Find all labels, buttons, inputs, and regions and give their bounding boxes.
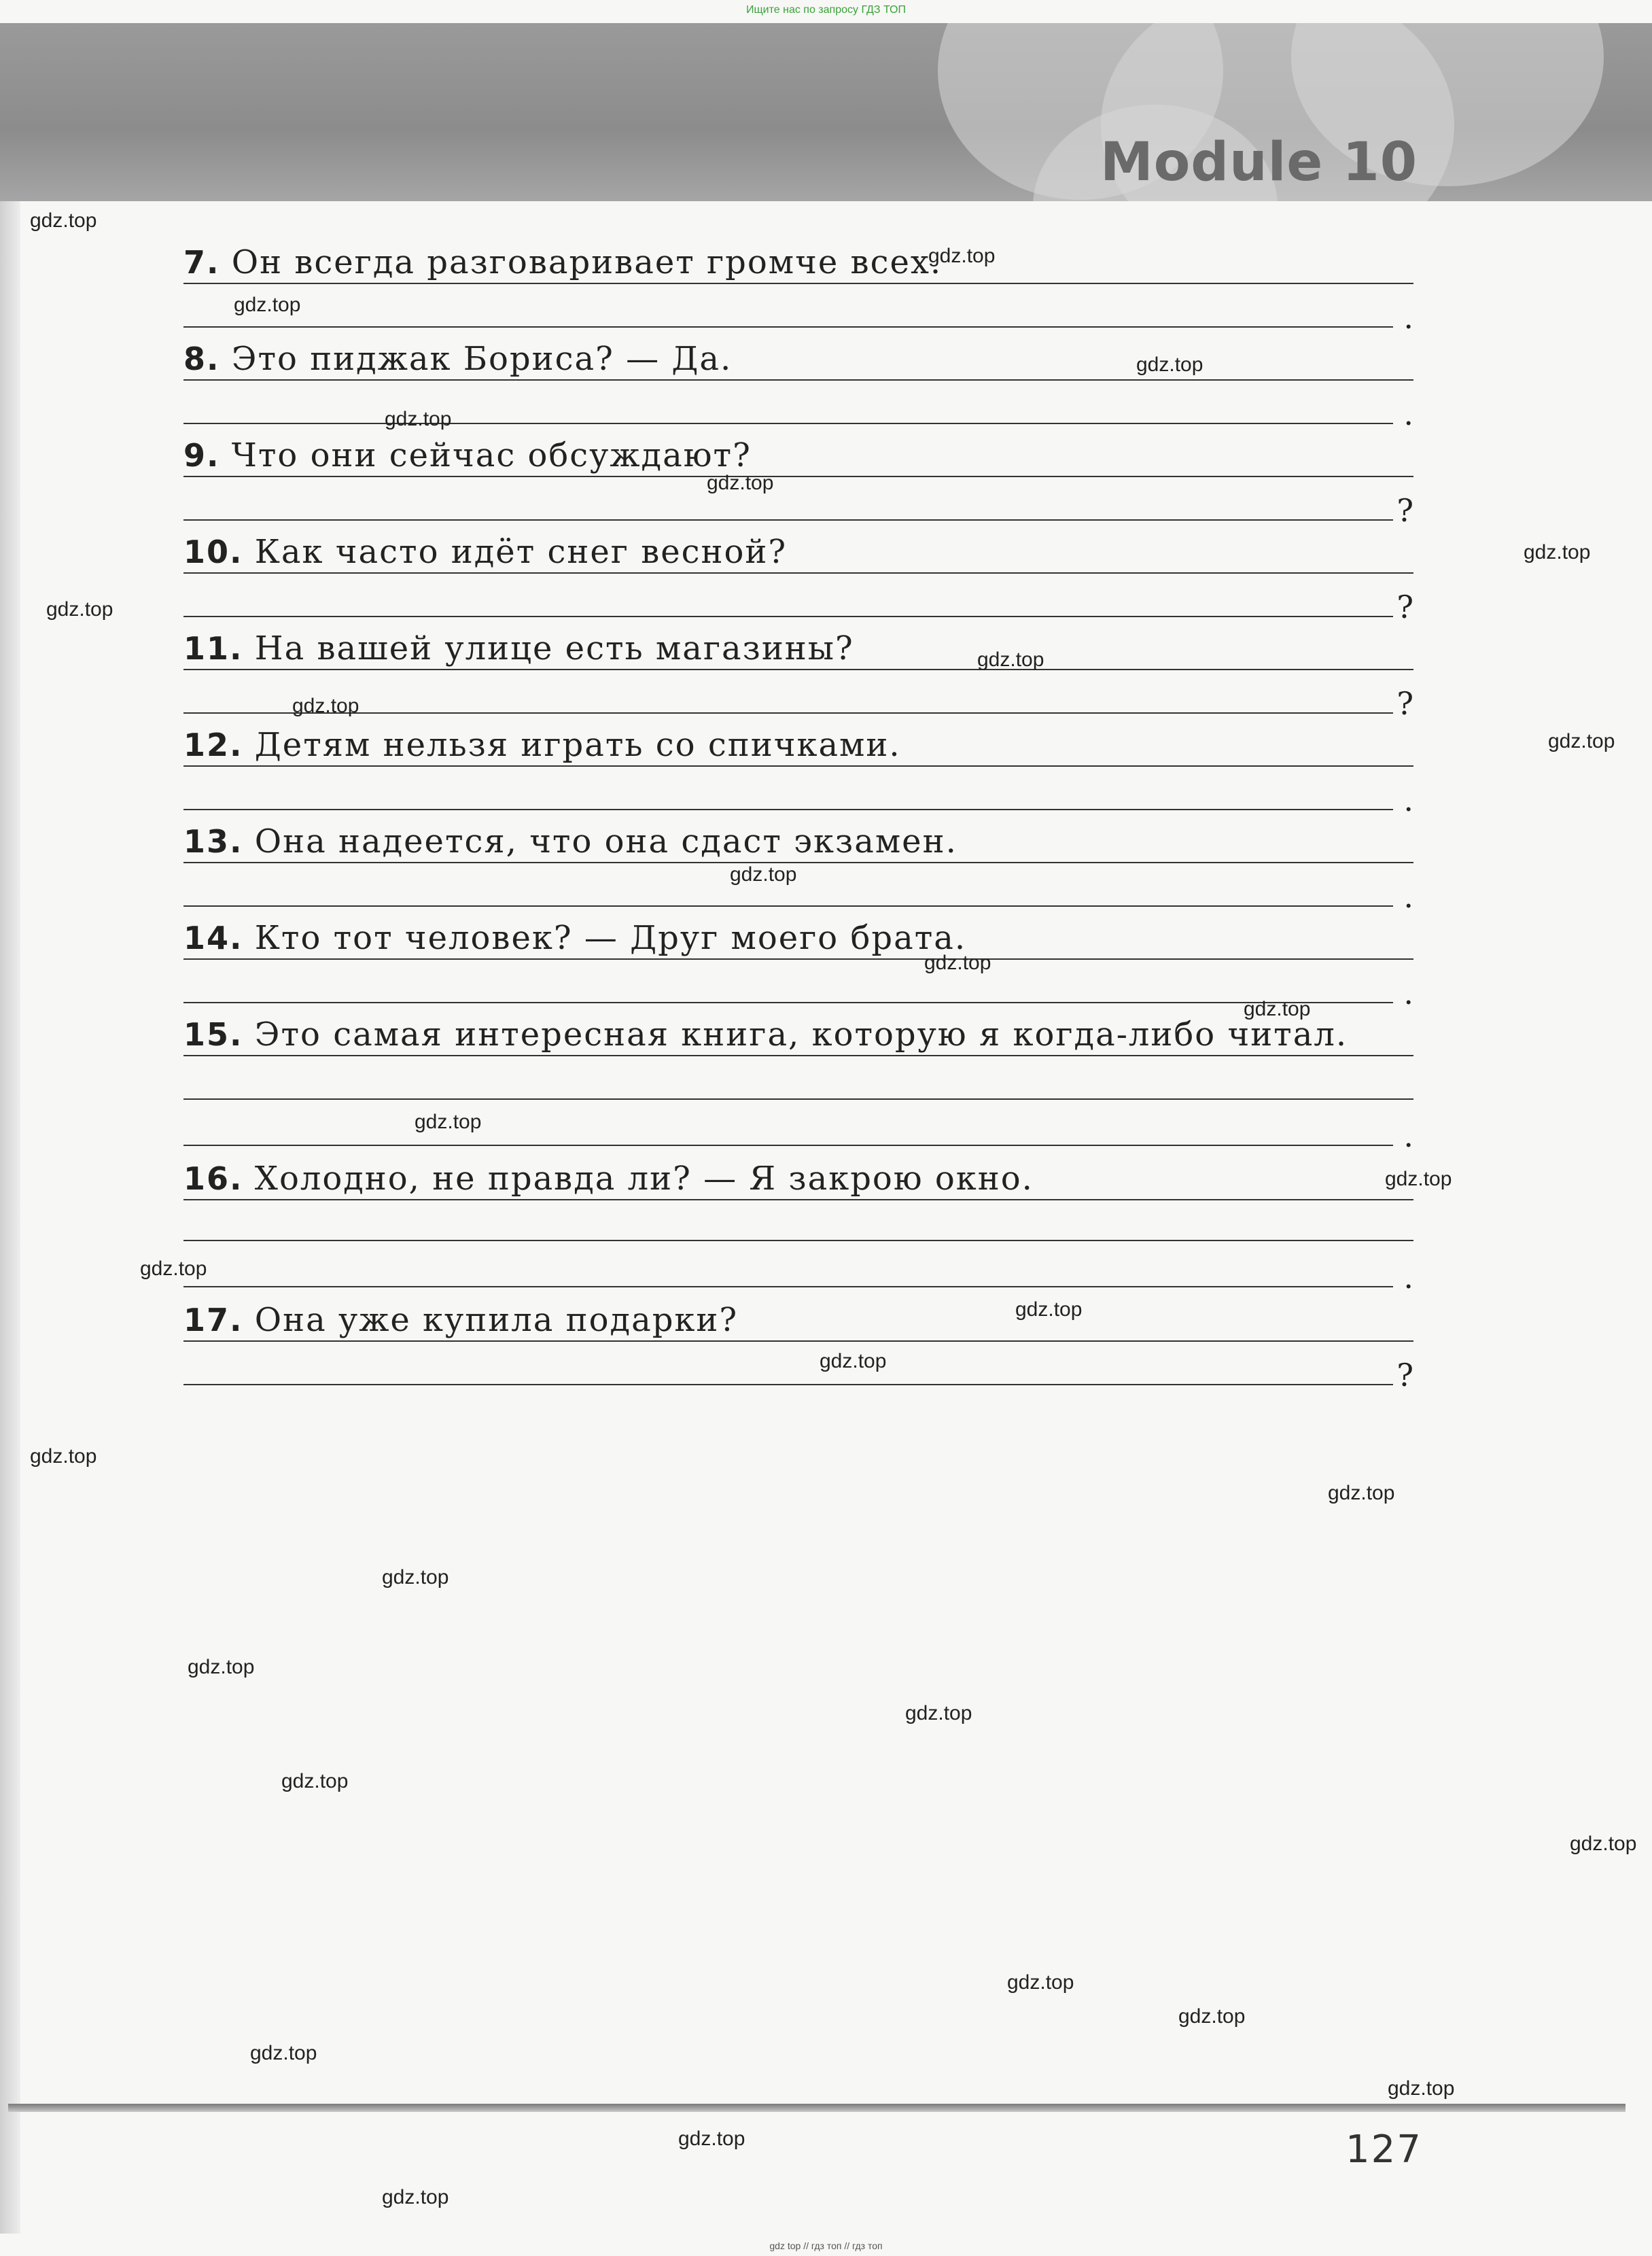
watermark: gdz.top — [1015, 1298, 1083, 1321]
watermark: gdz.top — [905, 1702, 972, 1724]
watermark: gdz.top — [928, 245, 996, 267]
watermark: gdz.top — [977, 648, 1044, 671]
watermark: gdz.top — [292, 695, 359, 717]
watermark: gdz.top — [1178, 2005, 1246, 2028]
question-text: Кто тот человек? — Друг моего брата. — [254, 919, 967, 957]
answer-line[interactable] — [183, 1240, 1413, 1241]
end-punctuation: . — [1403, 299, 1413, 336]
watermark: gdz.top — [1524, 541, 1591, 563]
question-item — [183, 532, 1413, 628]
end-punctuation: ? — [1396, 685, 1413, 722]
watermark: gdz.top — [415, 1111, 482, 1133]
question-item — [183, 242, 1413, 339]
watermark: gdz.top — [281, 1770, 349, 1792]
question-number: 14. — [183, 920, 243, 956]
end-punctuation: . — [1403, 1259, 1413, 1296]
question-number: 16. — [183, 1160, 243, 1197]
watermark: gdz.top — [1328, 1482, 1395, 1504]
watermark: gdz.top — [46, 598, 113, 621]
question-number: 15. — [183, 1016, 243, 1053]
watermark: gdz.top — [1388, 2077, 1455, 2100]
answer-line[interactable] — [183, 905, 1393, 907]
question-number: 9. — [183, 437, 220, 474]
question-item — [183, 1014, 1413, 1158]
watermark: gdz.top — [1136, 353, 1203, 376]
watermark: gdz.top — [1570, 1833, 1637, 1855]
question-text: Это пиджак Бориса? — Да. — [231, 340, 733, 378]
watermark: gdz.top — [1385, 1168, 1452, 1190]
question-number: 8. — [183, 341, 220, 377]
end-punctuation: . — [1403, 782, 1413, 818]
question-item — [183, 1158, 1413, 1300]
answer-line[interactable] — [183, 476, 1413, 477]
watermark: gdz.top — [250, 2042, 317, 2064]
watermark: gdz.top — [234, 294, 301, 316]
answer-line[interactable] — [183, 1340, 1413, 1342]
answer-line[interactable] — [183, 572, 1413, 574]
answer-line[interactable] — [183, 712, 1393, 714]
question-number: 13. — [183, 823, 243, 860]
question-text: Это самая интересная книга, которую я когда-либо читал. — [254, 1016, 1348, 1054]
answer-line[interactable] — [183, 1145, 1393, 1146]
answer-line[interactable] — [183, 1098, 1413, 1100]
module-header-band — [0, 23, 1652, 201]
question-item — [183, 1300, 1413, 1396]
question-text: Холодно, не правда ли? — Я закрою окно. — [254, 1160, 1034, 1198]
module-title: Module 10 — [1100, 132, 1418, 193]
watermark: gdz.top — [678, 2128, 745, 2150]
answer-line[interactable] — [183, 423, 1393, 424]
question-text: Он всегда разговаривает громче всех. — [231, 243, 943, 281]
watermark: gdz.top — [385, 408, 452, 430]
answer-line[interactable] — [183, 809, 1393, 810]
end-punctuation: ? — [1396, 1357, 1413, 1393]
watermark: gdz.top — [140, 1257, 207, 1280]
end-punctuation: ? — [1396, 589, 1413, 625]
answer-line[interactable] — [183, 1384, 1393, 1385]
bottom-note: gdz top // гдз топ // гдз топ — [769, 2240, 883, 2251]
watermark: gdz.top — [188, 1656, 255, 1678]
question-text: Она уже купила подарки? — [254, 1301, 739, 1339]
question-number: 7. — [183, 244, 220, 281]
watermark: gdz.top — [730, 863, 797, 886]
end-punctuation: . — [1403, 878, 1413, 915]
end-punctuation: . — [1403, 1117, 1413, 1154]
watermark: gdz.top — [1244, 998, 1311, 1020]
question-text: Детям нельзя играть со спичками. — [254, 726, 901, 764]
answer-line[interactable] — [183, 616, 1393, 617]
watermark: gdz.top — [30, 1445, 97, 1468]
question-item — [183, 821, 1413, 918]
page-number: 127 — [1346, 2128, 1422, 2172]
question-text: Что они сейчас обсуждают? — [231, 436, 752, 474]
answer-line[interactable] — [183, 283, 1413, 284]
answer-line[interactable] — [183, 669, 1413, 670]
question-item — [183, 628, 1413, 725]
watermark: gdz.top — [1548, 730, 1615, 752]
answer-line[interactable] — [183, 1286, 1393, 1287]
answer-line[interactable] — [183, 1055, 1413, 1056]
top-note: Ищите нас по запросу ГДЗ ТОП — [746, 4, 906, 16]
answer-line[interactable] — [183, 958, 1413, 960]
answer-line[interactable] — [183, 862, 1413, 863]
question-number: 11. — [183, 630, 243, 667]
answer-line[interactable] — [183, 765, 1413, 767]
page-binding-edge — [0, 201, 20, 2234]
question-item — [183, 918, 1413, 1014]
watermark: gdz.top — [382, 1566, 449, 1589]
watermark: gdz.top — [1007, 1971, 1074, 1994]
question-number: 17. — [183, 1302, 243, 1338]
end-punctuation: . — [1403, 396, 1413, 432]
footer-rule — [8, 2104, 1625, 2112]
question-number: 10. — [183, 534, 243, 570]
end-punctuation: . — [1403, 975, 1413, 1011]
question-item — [183, 725, 1413, 821]
question-number: 12. — [183, 727, 243, 763]
answer-line[interactable] — [183, 326, 1393, 328]
answer-line[interactable] — [183, 1199, 1413, 1200]
answer-line[interactable] — [183, 379, 1413, 381]
question-item — [183, 339, 1413, 435]
answer-line[interactable] — [183, 519, 1393, 521]
question-text: Как часто идёт снег весной? — [254, 533, 788, 571]
watermark: gdz.top — [30, 209, 97, 232]
end-punctuation: ? — [1396, 492, 1413, 529]
watermark: gdz.top — [707, 472, 774, 494]
watermark: gdz.top — [382, 2186, 449, 2208]
watermark: gdz.top — [924, 952, 991, 974]
question-item — [183, 435, 1413, 532]
answer-line[interactable] — [183, 1002, 1393, 1003]
translation-exercise — [183, 242, 1413, 1396]
question-text: На вашей улице есть магазины? — [254, 629, 854, 667]
watermark: gdz.top — [820, 1350, 887, 1372]
question-text: Она надеется, что она сдаст экзамен. — [254, 822, 957, 861]
